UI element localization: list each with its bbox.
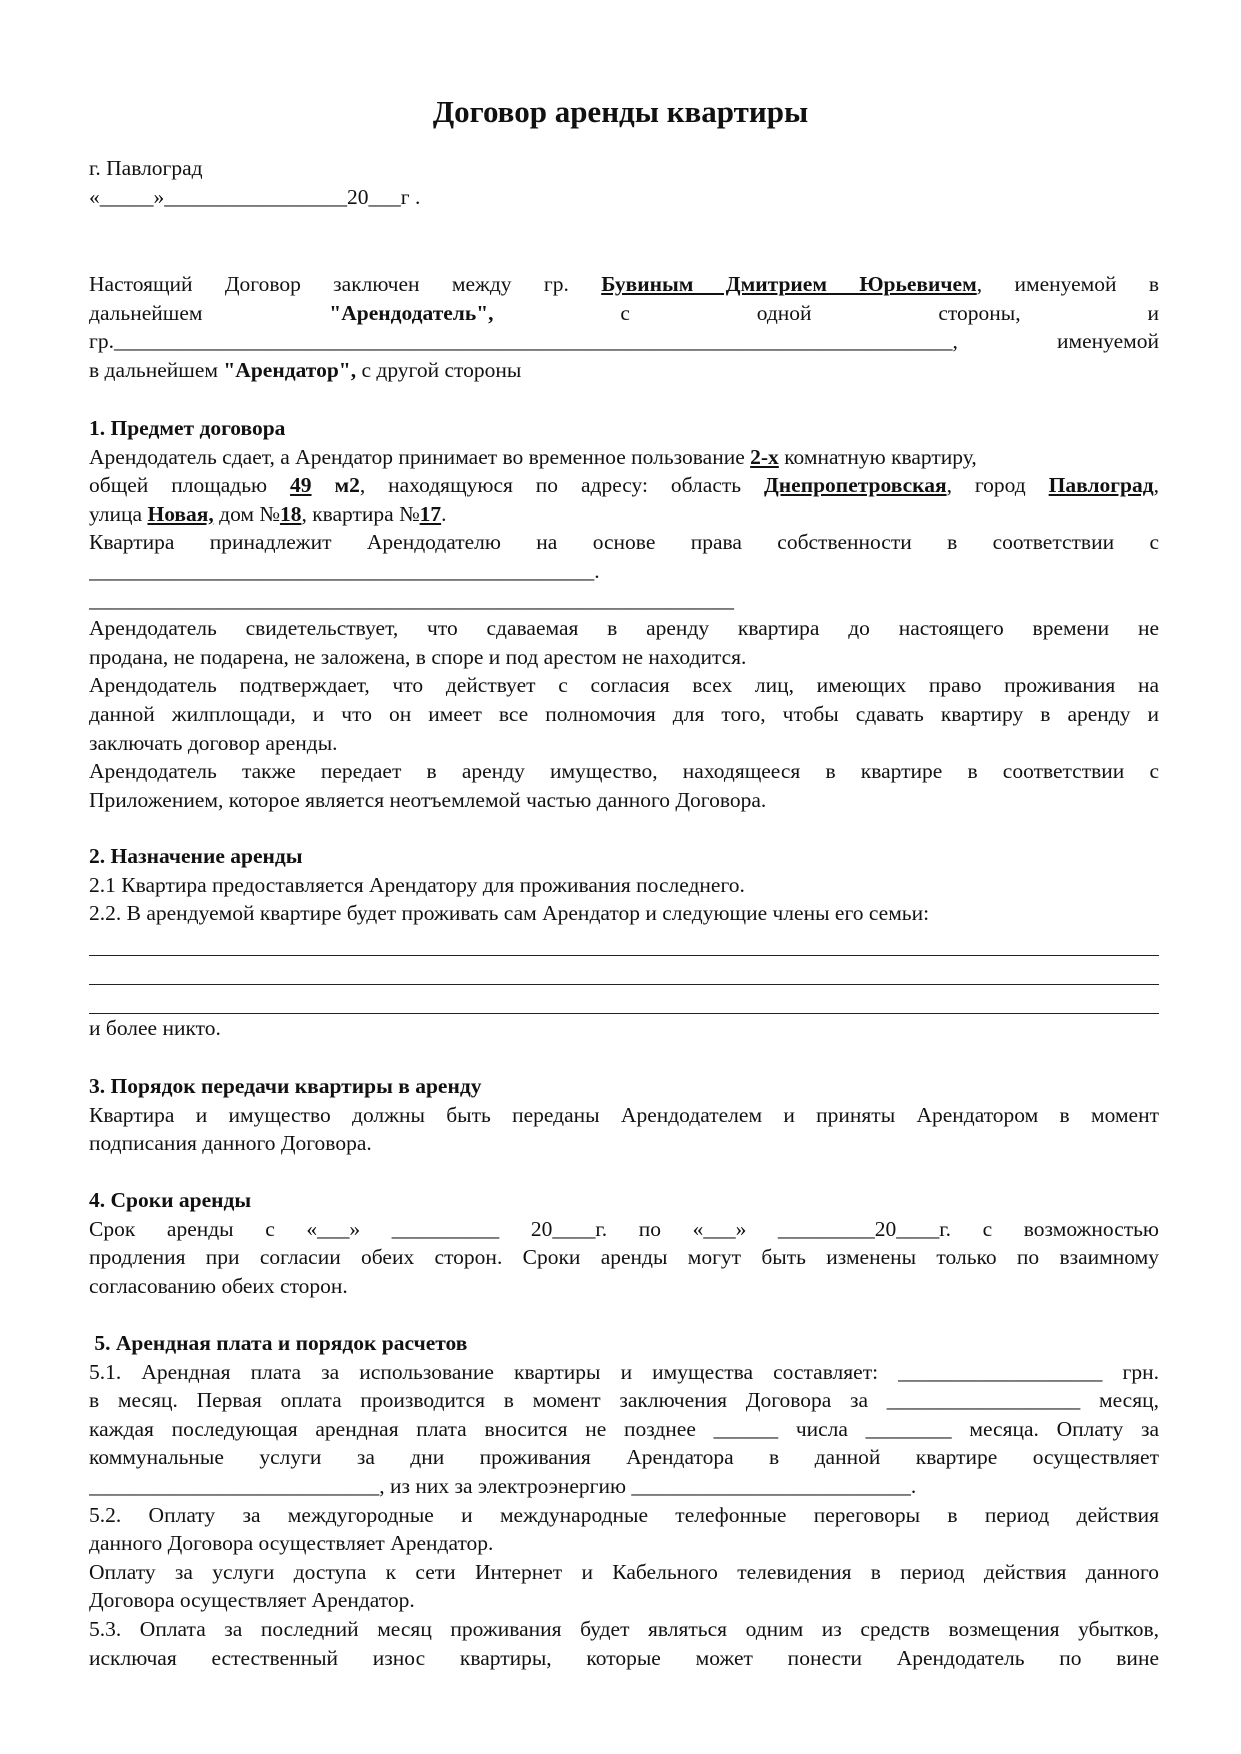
s5-line-11: исключая естественный износ квартиры, которые может понести Арендодатель по вине (89, 1645, 1159, 1670)
section-4 (89, 1186, 1159, 1300)
rooms-count: 2-х (750, 444, 779, 469)
s1-line-5: _______________________________________________. (89, 558, 600, 583)
s2-line-1: 2.1 Квартира предоставляется Арендатору для проживания последнего. (89, 872, 745, 897)
s1-line-11: заключать договор аренды. (89, 730, 338, 755)
intro-line-2: дальнейшем "Арендодатель", с одной стороны, и (89, 299, 1159, 328)
s2-line-2: 2.2. В арендуемой квартире будет проживать сам Арендатор и следующие члены его семьи: (89, 901, 930, 926)
s4-line-2: продления при согласии обеих сторон. Сроки аренды могут быть изменены только по взаимному (89, 1245, 1159, 1270)
section-1-heading: 1. Предмет договора (89, 416, 286, 440)
landlord-role: "Арендодатель", (329, 300, 494, 325)
family-blank-line-1 (89, 928, 1159, 957)
landlord-name: Бувиным Дмитрием Юрьевичем (601, 272, 977, 296)
family-blank-line-2 (89, 956, 1159, 985)
region: Днепропетровская (763, 473, 947, 498)
s3-line-2: подписания данного Договора. (89, 1131, 372, 1156)
s5-line-10: 5.3. Оплата за последний месяц проживания будет являться одним из средств возмещения убытков, (89, 1616, 1159, 1641)
s1-line-7: Арендодатель свидетельствует, что сдаваемая в аренду квартира до настоящего времени не (89, 616, 1159, 641)
s5-line-3: каждая последующая арендная плата вносится не позднее ______ числа ________ месяца. Оплату за (89, 1416, 1159, 1441)
header-block (89, 154, 1159, 211)
section-4-heading: 4. Сроки аренды (89, 1188, 252, 1212)
intro-line-1: Настоящий Договор заключен между гр. Бувиным Дмитрием Юрьевичем, именуемой в (89, 272, 1159, 296)
s1-line-9: Арендодатель подтверждает, что действует с согласия всех лиц, имеющих право проживания на (89, 673, 1159, 698)
s5-line-5: ___________________________, из них за электроэнергию __________________________. (89, 1473, 917, 1498)
intro-line-4: в дальнейшем "Арендатор", с другой стороны (89, 357, 522, 382)
s1-line-1: Арендодатель сдает, а Арендатор принимает во временное пользование 2-х комнатную квартиру, (89, 444, 977, 469)
s2-line-3: и более никто. (89, 1015, 221, 1040)
section-2-heading: 2. Назначение аренды (89, 844, 303, 868)
intro-line-3: гр.______________________________________________________________________________, именуемой (89, 329, 1159, 354)
s1-line-13: Приложением, которое является неотъемлемой частью данного Договора. (89, 787, 767, 812)
date-line: «_____»_________________20___г . (89, 184, 421, 209)
section-5 (89, 1329, 1159, 1672)
section-3 (89, 1072, 1159, 1158)
s4-line-1: Срок аренды с «___» __________ 20____г. по «___» _________20____г. с возможностью (89, 1216, 1159, 1241)
tenant-role: "Арендатор", (223, 357, 357, 382)
city-name: Павлоград (1048, 473, 1154, 498)
section-2 (89, 842, 1159, 1042)
s1-line-2: общей площадью 49 м2, находящуюся по адресу: область Днепропетровская, город Павлоград, (89, 473, 1159, 498)
street: Новая, (147, 501, 214, 526)
s1-line-8: продана, не подарена, не заложена, в споре и под арестом не находится. (89, 644, 747, 669)
s1-line-12: Арендодатель также передает в аренду имущество, находящееся в квартире в соответствии с (89, 759, 1159, 784)
family-blank-line-3 (89, 985, 1159, 1014)
s3-line-1: Квартира и имущество должны быть переданы Арендодателем и приняты Арендатором в момент (89, 1102, 1159, 1127)
s1-line-10: данной жилплощади, и что он имеет все полномочия для того, чтобы сдавать квартиру в аренду и (89, 701, 1159, 726)
s1-line-6: ____________________________________________________________ (89, 587, 734, 612)
s5-line-4: коммунальные услуги за дни проживания Арендатора в данной квартире осуществляет (89, 1445, 1159, 1470)
city: г. Павлоград (89, 156, 203, 180)
flat-number: 17 (419, 501, 442, 526)
s5-line-8: Оплату за услуги доступа к сети Интернет и Кабельного телевидения в период действия данного (89, 1559, 1159, 1584)
section-1 (89, 414, 1159, 814)
s1-line-3: улица Новая, дом №18, квартира №17. (89, 501, 447, 526)
area-value: 49 (290, 473, 312, 498)
house-number: 18 (279, 501, 302, 526)
s5-line-1: 5.1. Арендная плата за использование квартиры и имущества составляет: ___________________ грн. (89, 1359, 1159, 1384)
s4-line-3: согласованию обеих сторон. (89, 1273, 348, 1298)
s5-line-7: данного Договора осуществляет Арендатор. (89, 1531, 494, 1556)
s5-line-6: 5.2. Оплату за междугородные и международные телефонные переговоры в период действия (89, 1502, 1159, 1527)
s1-line-4: Квартира принадлежит Арендодателю на основе права собственности в соответствии с (89, 530, 1159, 555)
s5-line-2: в месяц. Первая оплата производится в момент заключения Договора за __________________ месяц, (89, 1388, 1159, 1413)
section-3-heading: 3. Порядок передачи квартиры в аренду (89, 1074, 482, 1098)
section-5-heading: 5. Арендная плата и порядок расчетов (89, 1331, 468, 1355)
intro-paragraph (89, 270, 1159, 384)
document-title: Договор аренды квартиры (432, 94, 809, 129)
s5-line-9: Договора осуществляет Арендатор. (89, 1588, 415, 1613)
